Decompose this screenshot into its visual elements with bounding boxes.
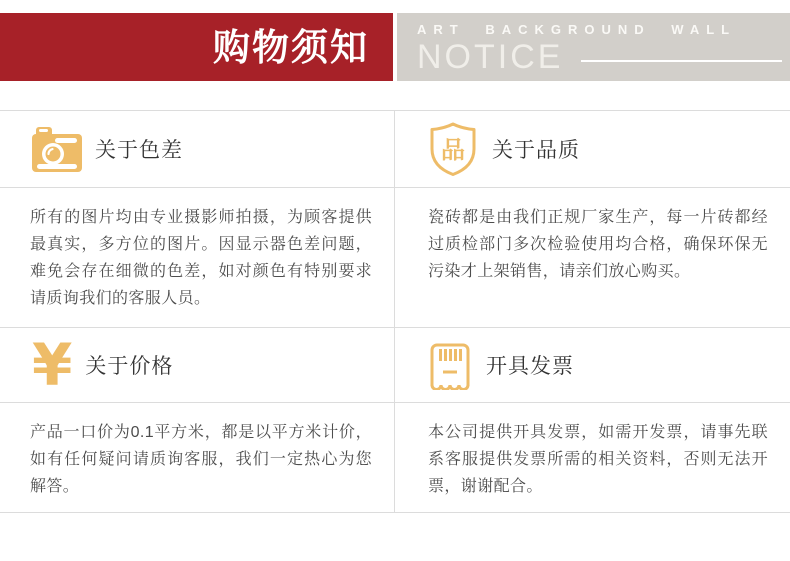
panel-price-body: 产品一口价为0.1平方米，都是以平方米计价，如有任何疑问请质询客服，我们一定热心为您解答。 [30,424,372,495]
panel-quality-body: 瓷砖都是由我们正规厂家生产，每一片砖都经过质检部门多次检验使用均合格，确保环保无污染才上架销售，请亲们放心购买。 [428,209,768,280]
page-title: 购物须知 [213,26,369,68]
header-banner [0,13,790,81]
panel-color-title: 关于色差 [95,139,183,162]
panel-price-body-cell [0,403,395,513]
panel-invoice-body: 本公司提供开具发票，如需开发票，请事先联系客服提供发票所需的相关资料，否则无法开票，谢谢配合。 [428,424,768,495]
camera-icon [32,126,82,172]
yuan-price-icon [32,331,73,399]
shield-char: 品 [441,137,465,164]
panel-invoice-title-row [395,328,790,403]
notice-row [417,39,790,76]
panel-invoice-title: 开具发票 [486,355,574,378]
yuan-glyph: ¥ [32,331,73,399]
panel-price-title-row [0,328,395,403]
notice-grid [0,110,790,512]
panel-color-body: 所有的图片均由专业摄影师拍摄，为顾客提供最真实，多方位的图片。因显示器色差问题，难免会存在细微的色差，如对颜色有特别要求请质询我们的客服人员。 [30,209,372,307]
quality-shield-icon [427,121,479,177]
invoice-receipt-icon [427,340,473,390]
panel-price-title: 关于价格 [85,355,174,378]
header-gray-banner [397,13,790,81]
notice-underline-rule [581,60,782,62]
panel-color-title-row [0,111,395,188]
header-subtitle-en: ART BACKGROUND WALL [417,22,737,37]
notice-label: NOTICE [417,38,564,76]
panel-color-body-cell [0,188,395,328]
panel-quality-body-cell [395,188,790,328]
panel-invoice-body-cell [395,403,790,513]
header-red-banner [0,13,393,81]
panel-quality-title-row [395,111,790,188]
panel-quality-title: 关于品质 [492,139,580,162]
